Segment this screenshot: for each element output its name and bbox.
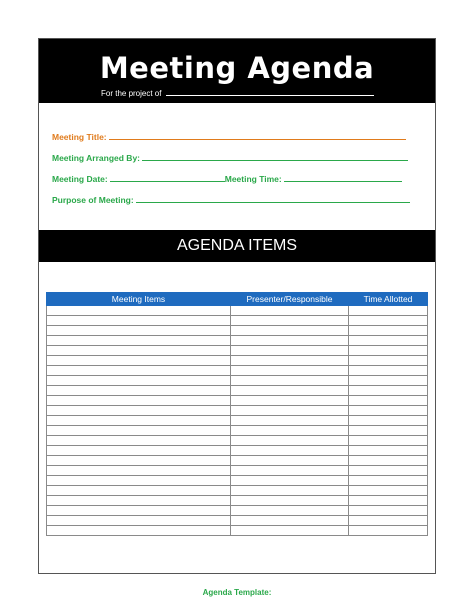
arranged-by-field (52, 152, 408, 164)
table-cell[interactable] (231, 316, 349, 326)
table-cell[interactable] (349, 496, 428, 506)
table-cell[interactable] (47, 386, 231, 396)
table-row (47, 446, 428, 456)
table-row (47, 356, 428, 366)
meeting-title-blank[interactable] (109, 131, 406, 140)
table-header-row (47, 293, 428, 306)
project-line (101, 88, 374, 99)
table-cell[interactable] (349, 446, 428, 456)
project-label: For the project of (101, 89, 162, 98)
header-banner (39, 39, 435, 103)
project-blank-line[interactable] (166, 88, 374, 96)
table-cell[interactable] (231, 496, 349, 506)
table-cell[interactable] (231, 486, 349, 496)
table-row (47, 486, 428, 496)
page-title: Meeting Agenda (99, 51, 375, 85)
table-row (47, 506, 428, 516)
table-cell[interactable] (349, 396, 428, 406)
agenda-table-body (47, 306, 428, 536)
table-cell[interactable] (349, 366, 428, 376)
table-cell[interactable] (231, 436, 349, 446)
meeting-title-field (52, 131, 406, 143)
table-row (47, 366, 428, 376)
table-row (47, 526, 428, 536)
table-cell[interactable] (231, 446, 349, 456)
table-cell[interactable] (231, 426, 349, 436)
table-cell[interactable] (349, 316, 428, 326)
section-title: AGENDA ITEMS (176, 237, 298, 254)
table-cell[interactable] (47, 326, 231, 336)
table-cell[interactable] (47, 356, 231, 366)
table-cell[interactable] (47, 346, 231, 356)
table-row (47, 376, 428, 386)
table-cell[interactable] (231, 456, 349, 466)
meeting-date-label: Meeting Date: (52, 174, 108, 184)
table-cell[interactable] (47, 476, 231, 486)
table-cell[interactable] (349, 406, 428, 416)
table-row (47, 436, 428, 446)
table-cell[interactable] (349, 356, 428, 366)
purpose-label: Purpose of Meeting: (52, 195, 134, 205)
table-cell[interactable] (349, 376, 428, 386)
table-cell[interactable] (231, 476, 349, 486)
table-row (47, 406, 428, 416)
table-cell[interactable] (349, 516, 428, 526)
table-row (47, 426, 428, 436)
table-row (47, 496, 428, 506)
table-cell[interactable] (47, 466, 231, 476)
table-cell[interactable] (47, 486, 231, 496)
table-cell[interactable] (47, 426, 231, 436)
table-cell[interactable] (231, 386, 349, 396)
table-row (47, 476, 428, 486)
table-cell[interactable] (349, 336, 428, 346)
meeting-date-blank[interactable] (110, 173, 225, 182)
table-cell[interactable] (349, 456, 428, 466)
table-row (47, 416, 428, 426)
table-cell[interactable] (231, 306, 349, 316)
agenda-items-banner (39, 230, 435, 262)
table-cell[interactable] (231, 326, 349, 336)
table-cell[interactable] (349, 486, 428, 496)
table-cell[interactable] (231, 396, 349, 406)
table-cell[interactable] (349, 386, 428, 396)
table-cell[interactable] (349, 306, 428, 316)
column-header-meeting-items: Meeting Items (47, 293, 231, 306)
table-cell[interactable] (47, 506, 231, 516)
column-header-presenter: Presenter/Responsible (231, 293, 349, 306)
meeting-date-field (52, 173, 402, 185)
table-cell[interactable] (349, 326, 428, 336)
table-cell[interactable] (47, 366, 231, 376)
table-cell[interactable] (231, 366, 349, 376)
meeting-title-label: Meeting Title: (52, 132, 107, 142)
table-cell[interactable] (47, 396, 231, 406)
table-cell[interactable] (47, 496, 231, 506)
table-row (47, 306, 428, 316)
table-cell[interactable] (231, 406, 349, 416)
table-row (47, 346, 428, 356)
meeting-time-label: Meeting Time: (224, 174, 282, 184)
arranged-by-blank[interactable] (142, 152, 408, 161)
footer-label: Agenda Template: (202, 588, 272, 597)
agenda-table (46, 292, 428, 536)
table-cell[interactable] (231, 356, 349, 366)
table-cell[interactable] (47, 376, 231, 386)
table-cell[interactable] (47, 456, 231, 466)
table-cell[interactable] (231, 516, 349, 526)
table-cell[interactable] (349, 346, 428, 356)
table-cell[interactable] (47, 516, 231, 526)
table-cell[interactable] (349, 476, 428, 486)
table-cell[interactable] (349, 466, 428, 476)
table-row (47, 396, 428, 406)
table-cell[interactable] (231, 346, 349, 356)
table-row (47, 516, 428, 526)
table-cell[interactable] (231, 466, 349, 476)
table-cell[interactable] (349, 526, 428, 536)
table-row (47, 316, 428, 326)
table-cell[interactable] (231, 376, 349, 386)
table-cell[interactable] (349, 436, 428, 446)
table-cell[interactable] (47, 336, 231, 346)
agenda-page (38, 38, 436, 574)
table-cell[interactable] (231, 526, 349, 536)
table-cell[interactable] (47, 306, 231, 316)
table-cell[interactable] (231, 416, 349, 426)
meeting-time-blank[interactable] (284, 173, 402, 182)
purpose-field (52, 194, 410, 206)
column-header-time-allotted: Time Allotted (349, 293, 428, 306)
table-cell[interactable] (47, 406, 231, 416)
table-cell[interactable] (47, 436, 231, 446)
purpose-blank[interactable] (136, 194, 410, 203)
table-cell[interactable] (47, 526, 231, 536)
table-row (47, 326, 428, 336)
table-cell[interactable] (47, 416, 231, 426)
table-cell[interactable] (47, 316, 231, 326)
table-row (47, 386, 428, 396)
arranged-by-label: Meeting Arranged By: (52, 153, 141, 163)
table-cell[interactable] (349, 426, 428, 436)
table-cell[interactable] (349, 416, 428, 426)
table-row (47, 336, 428, 346)
table-cell[interactable] (47, 446, 231, 456)
table-cell[interactable] (231, 336, 349, 346)
table-row (47, 456, 428, 466)
table-row (47, 466, 428, 476)
table-cell[interactable] (231, 506, 349, 516)
table-cell[interactable] (349, 506, 428, 516)
